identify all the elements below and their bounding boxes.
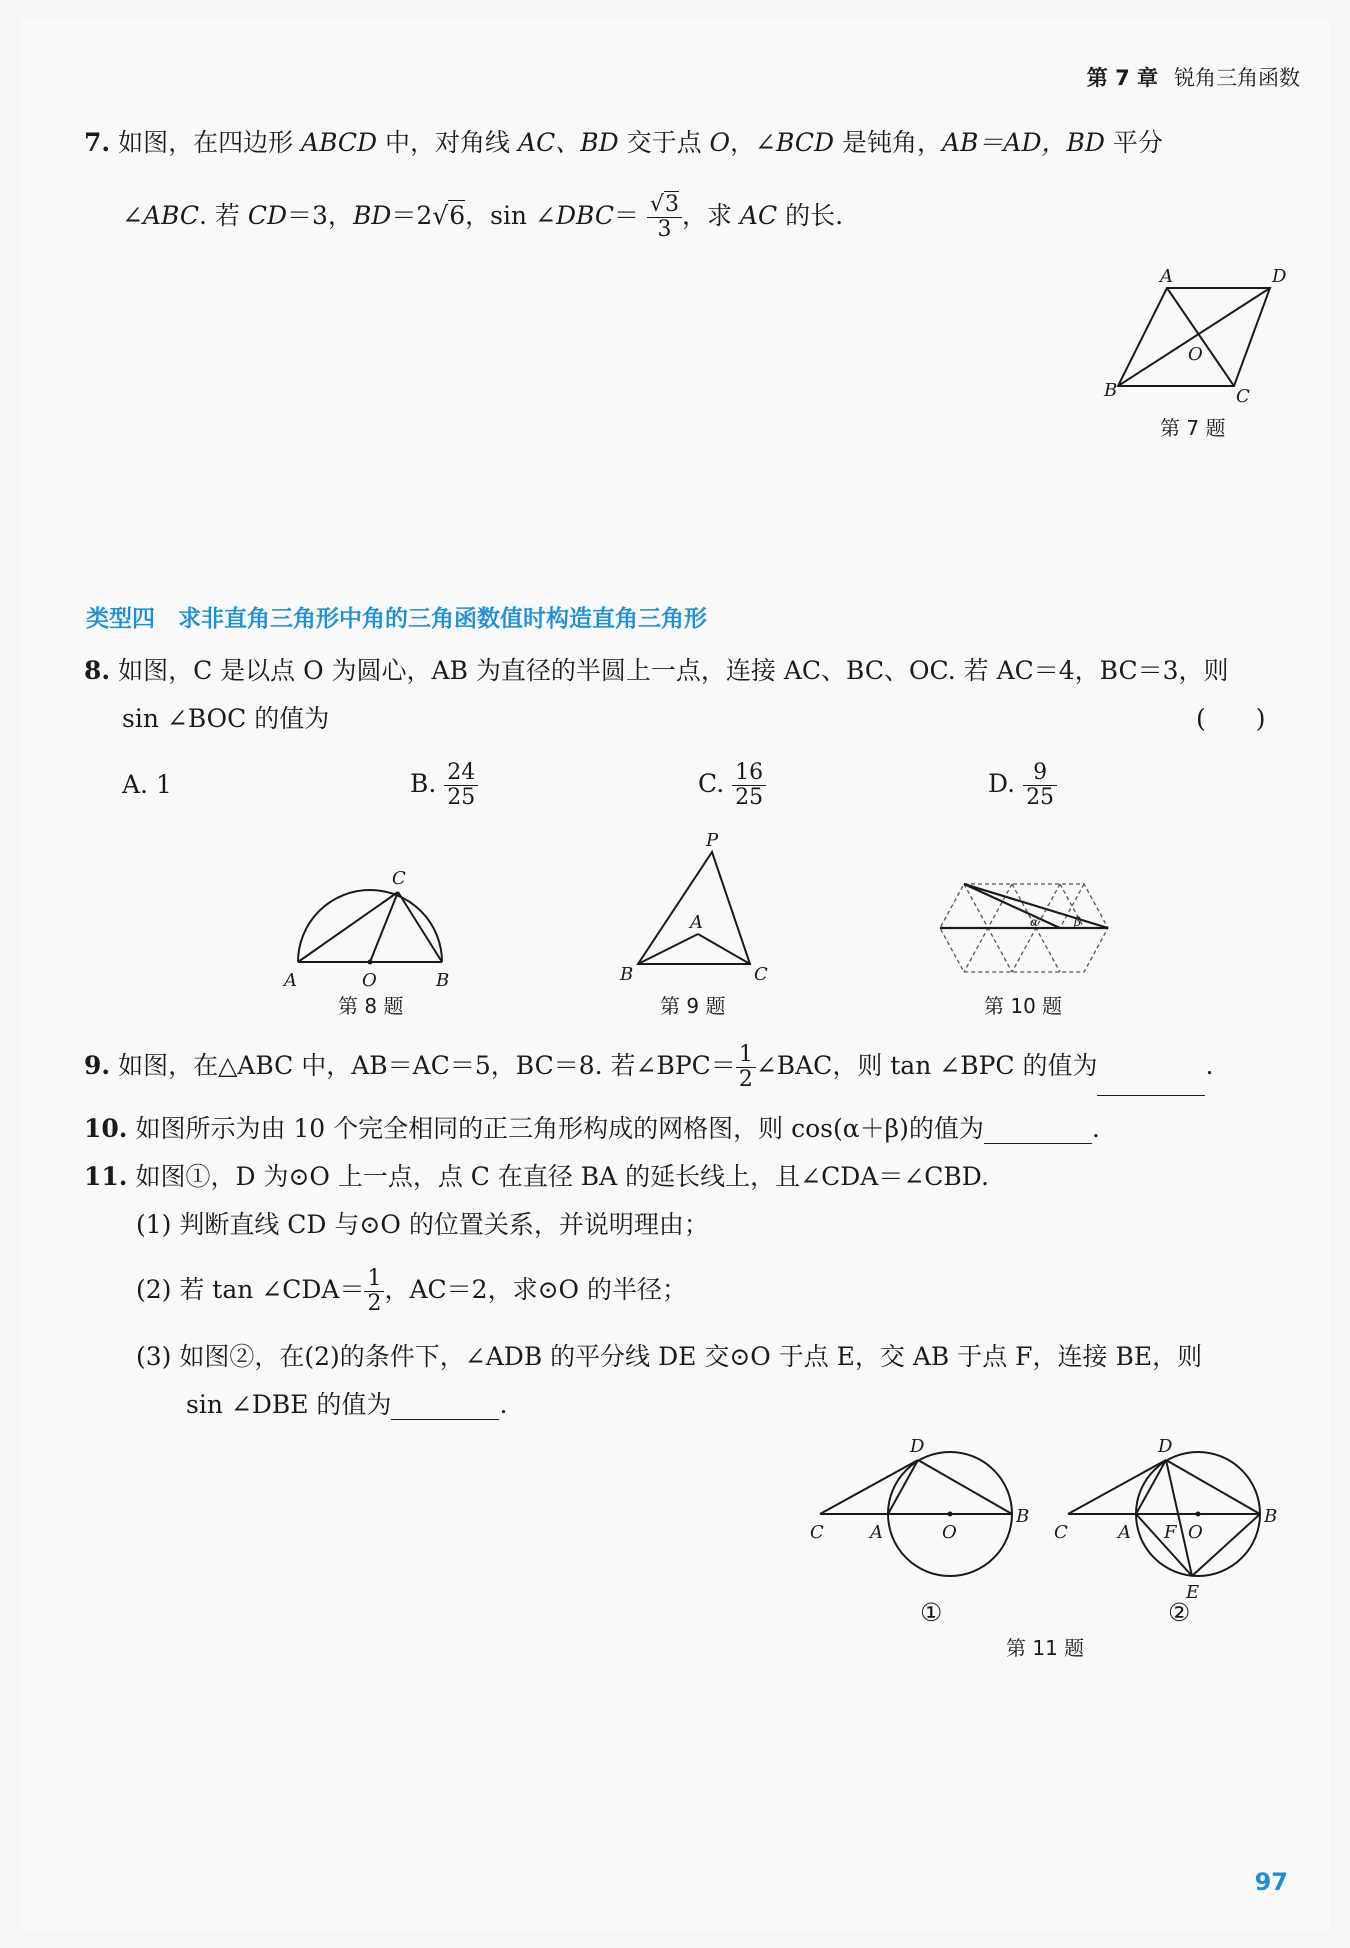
text: 交于点 bbox=[626, 128, 702, 157]
label-d: D bbox=[910, 1436, 925, 1457]
text: ABC bbox=[142, 201, 199, 230]
figure-8-semicircle bbox=[280, 862, 460, 990]
question-number: 9. bbox=[84, 1051, 111, 1080]
question-number: 8. bbox=[84, 656, 111, 685]
label-c: C bbox=[754, 964, 768, 985]
label-alpha: α bbox=[1030, 915, 1039, 929]
text: 中，对角线 bbox=[385, 128, 511, 157]
text: ＝2 bbox=[391, 201, 433, 230]
bisector-de bbox=[1166, 1460, 1192, 1576]
figure-11-2-label: ② bbox=[1168, 1598, 1191, 1627]
text: A. bbox=[122, 770, 149, 799]
label-d: D bbox=[1158, 1436, 1173, 1457]
chapter-header bbox=[1087, 62, 1300, 92]
text: 如图，在△ABC 中，AB＝AC＝5，BC＝8. 若∠BPC＝ bbox=[118, 1051, 736, 1080]
text: 24 bbox=[444, 761, 478, 786]
text: C. bbox=[698, 769, 725, 798]
label-o: O bbox=[1188, 1522, 1203, 1543]
figure-9-caption: 第 9 题 bbox=[660, 994, 726, 1018]
text: 1 bbox=[155, 770, 172, 799]
text: 如图，C 是以点 O 为圆心，AB 为直径的半圆上一点，连接 AC、BC、OC. 若 AC＝4，BC＝3，则 bbox=[118, 656, 1229, 685]
text: 的长. bbox=[785, 201, 844, 230]
page-number: 97 bbox=[1254, 1868, 1288, 1896]
question-7-line-1 bbox=[84, 128, 1163, 158]
text: . bbox=[1205, 1051, 1214, 1080]
segment-bc bbox=[398, 892, 442, 962]
diagonal-ac bbox=[1167, 288, 1234, 386]
answer-parentheses: ( ) bbox=[1196, 704, 1266, 733]
text: 3 bbox=[664, 192, 679, 217]
question-number: 10. bbox=[84, 1114, 128, 1143]
figure-10-triangle-grid bbox=[934, 876, 1114, 984]
label-d: D bbox=[1272, 266, 1287, 287]
text: 6 bbox=[449, 201, 466, 230]
text: ，求 bbox=[681, 201, 732, 230]
text: 25 bbox=[735, 785, 764, 810]
label-c: C bbox=[392, 868, 406, 889]
text: AB＝AD，BD bbox=[941, 128, 1105, 157]
text: 2 bbox=[367, 1291, 382, 1316]
text: ∠ bbox=[122, 201, 143, 230]
text: 16 bbox=[732, 761, 766, 786]
label-b: B bbox=[436, 970, 450, 990]
text: 2 bbox=[738, 1067, 753, 1092]
question-11-sub-3-line-2 bbox=[186, 1390, 507, 1420]
text: AC、BD bbox=[518, 128, 619, 157]
question-number: 7. bbox=[84, 128, 111, 157]
text: CD bbox=[247, 201, 288, 230]
label-o: O bbox=[362, 970, 377, 990]
question-8-line-1 bbox=[84, 656, 1229, 686]
ray-beta bbox=[964, 884, 1060, 928]
question-8-line-2: sin ∠BOC 的值为 bbox=[122, 704, 330, 733]
text: ABCD bbox=[301, 128, 378, 157]
question-11-sub-1: (1) 判断直线 CD 与⊙O 的位置关系，并说明理由； bbox=[136, 1210, 709, 1239]
section-title: 类型四 求非直角三角形中角的三角函数值时构造直角三角形 bbox=[86, 606, 707, 632]
text: D. bbox=[988, 769, 1016, 798]
label-beta: β bbox=[1074, 915, 1081, 929]
diagonal-bd bbox=[1118, 288, 1270, 386]
text: ＝3， bbox=[287, 201, 353, 230]
figure-11-1 bbox=[810, 1430, 1040, 1590]
label-b: B bbox=[620, 964, 634, 985]
question-10 bbox=[84, 1114, 1100, 1144]
label-b: B bbox=[1016, 1506, 1030, 1527]
text: 如图所示为由 10 个完全相同的正三角形构成的网格图，则 cos(α＋β)的值为 bbox=[135, 1114, 984, 1143]
question-7-line-2: ∠ABC. 若 CD＝3，BD＝2√6，sin ∠DBC＝ $\frac{√3}{3}$ ，求 AC 的长. bbox=[122, 192, 844, 242]
figure-11-caption: 第 11 题 bbox=[1006, 1636, 1085, 1660]
triangle-pbc bbox=[638, 852, 750, 964]
text: 25 bbox=[1026, 785, 1055, 810]
figure-11-1-label: ① bbox=[920, 1598, 943, 1627]
text: ，∠ bbox=[730, 128, 776, 157]
option-a bbox=[122, 770, 172, 800]
text: 9 bbox=[1023, 761, 1057, 786]
text: ，sin ∠ bbox=[465, 201, 556, 230]
label-c: C bbox=[1236, 386, 1250, 407]
text: DBC bbox=[555, 201, 614, 230]
label-c: C bbox=[1054, 1522, 1068, 1543]
label-b: B bbox=[1104, 380, 1118, 401]
text: 如图，在四边形 bbox=[118, 128, 294, 157]
answer-blank[interactable] bbox=[984, 1119, 1092, 1144]
answer-blank[interactable] bbox=[391, 1395, 499, 1420]
text: O bbox=[709, 128, 731, 157]
label-f: F bbox=[1164, 1522, 1177, 1543]
text: 平分 bbox=[1112, 128, 1163, 157]
chapter-number: 第 7 章 bbox=[1086, 66, 1158, 90]
figure-11-2 bbox=[1052, 1430, 1292, 1606]
question-11-sub-2 bbox=[136, 1260, 687, 1320]
label-p: P bbox=[706, 830, 719, 851]
text: 1 bbox=[364, 1267, 384, 1292]
figure-8-caption: 第 8 题 bbox=[338, 994, 404, 1018]
text: B. bbox=[410, 769, 437, 798]
text: sin ∠DBE 的值为 bbox=[186, 1390, 392, 1419]
question-11-sub-3-line-1: (3) 如图②，在(2)的条件下，∠ADB 的平分线 DE 交⊙O 于点 E，交 AB 于点 F，连接 BE，则 bbox=[136, 1342, 1203, 1371]
answer-blank[interactable] bbox=[1097, 1071, 1205, 1096]
option-b bbox=[410, 752, 478, 816]
label-b: B bbox=[1264, 1506, 1278, 1527]
segment-bd bbox=[918, 1460, 1012, 1514]
text: 1 bbox=[736, 1043, 756, 1068]
label-a: A bbox=[690, 912, 703, 933]
figure-10-caption: 第 10 题 bbox=[984, 994, 1063, 1018]
text: BCD bbox=[776, 128, 835, 157]
text: . 若 bbox=[198, 201, 240, 230]
center-point bbox=[948, 1512, 953, 1517]
question-11 bbox=[84, 1162, 989, 1192]
figure-7-caption: 第 7 题 bbox=[1160, 416, 1226, 440]
label-o: O bbox=[1188, 344, 1203, 365]
text: BD bbox=[352, 201, 392, 230]
label-c: C bbox=[810, 1522, 824, 1543]
chapter-title: 锐角三角函数 bbox=[1174, 66, 1300, 90]
fraction: $\frac{√3}{3}$ bbox=[647, 193, 682, 242]
label-o: O bbox=[942, 1522, 957, 1543]
text: 如图①，D 为⊙O 上一点，点 C 在直径 BA 的延长线上，且∠CDA＝∠CBD. bbox=[135, 1162, 989, 1191]
text: 3 bbox=[657, 217, 672, 242]
text: AC bbox=[739, 201, 778, 230]
option-c bbox=[698, 752, 766, 816]
text: . bbox=[499, 1390, 508, 1419]
figure-7-quadrilateral bbox=[1100, 262, 1300, 412]
question-number: 11. bbox=[84, 1162, 128, 1191]
text: ，AC＝2，求⊙O 的半径； bbox=[384, 1275, 687, 1304]
center-point bbox=[368, 960, 373, 965]
label-e: E bbox=[1186, 1582, 1200, 1603]
text: . bbox=[1091, 1114, 1100, 1143]
text: 是钝角， bbox=[841, 128, 942, 157]
segment-bd bbox=[1166, 1460, 1260, 1514]
text: ∠BAC，则 tan ∠BPC 的值为 bbox=[755, 1051, 1098, 1080]
label-a: A bbox=[284, 970, 297, 990]
text: ＝ bbox=[613, 201, 639, 230]
question-9 bbox=[84, 1036, 1213, 1096]
text: 25 bbox=[447, 785, 476, 810]
text: (2) 若 tan ∠CDA＝ bbox=[136, 1275, 365, 1304]
label-a: A bbox=[870, 1522, 883, 1543]
center-point bbox=[1196, 1512, 1201, 1517]
option-d bbox=[988, 752, 1057, 816]
label-a: A bbox=[1118, 1522, 1131, 1543]
label-a: A bbox=[1160, 266, 1173, 287]
figure-9-triangles bbox=[610, 830, 780, 990]
